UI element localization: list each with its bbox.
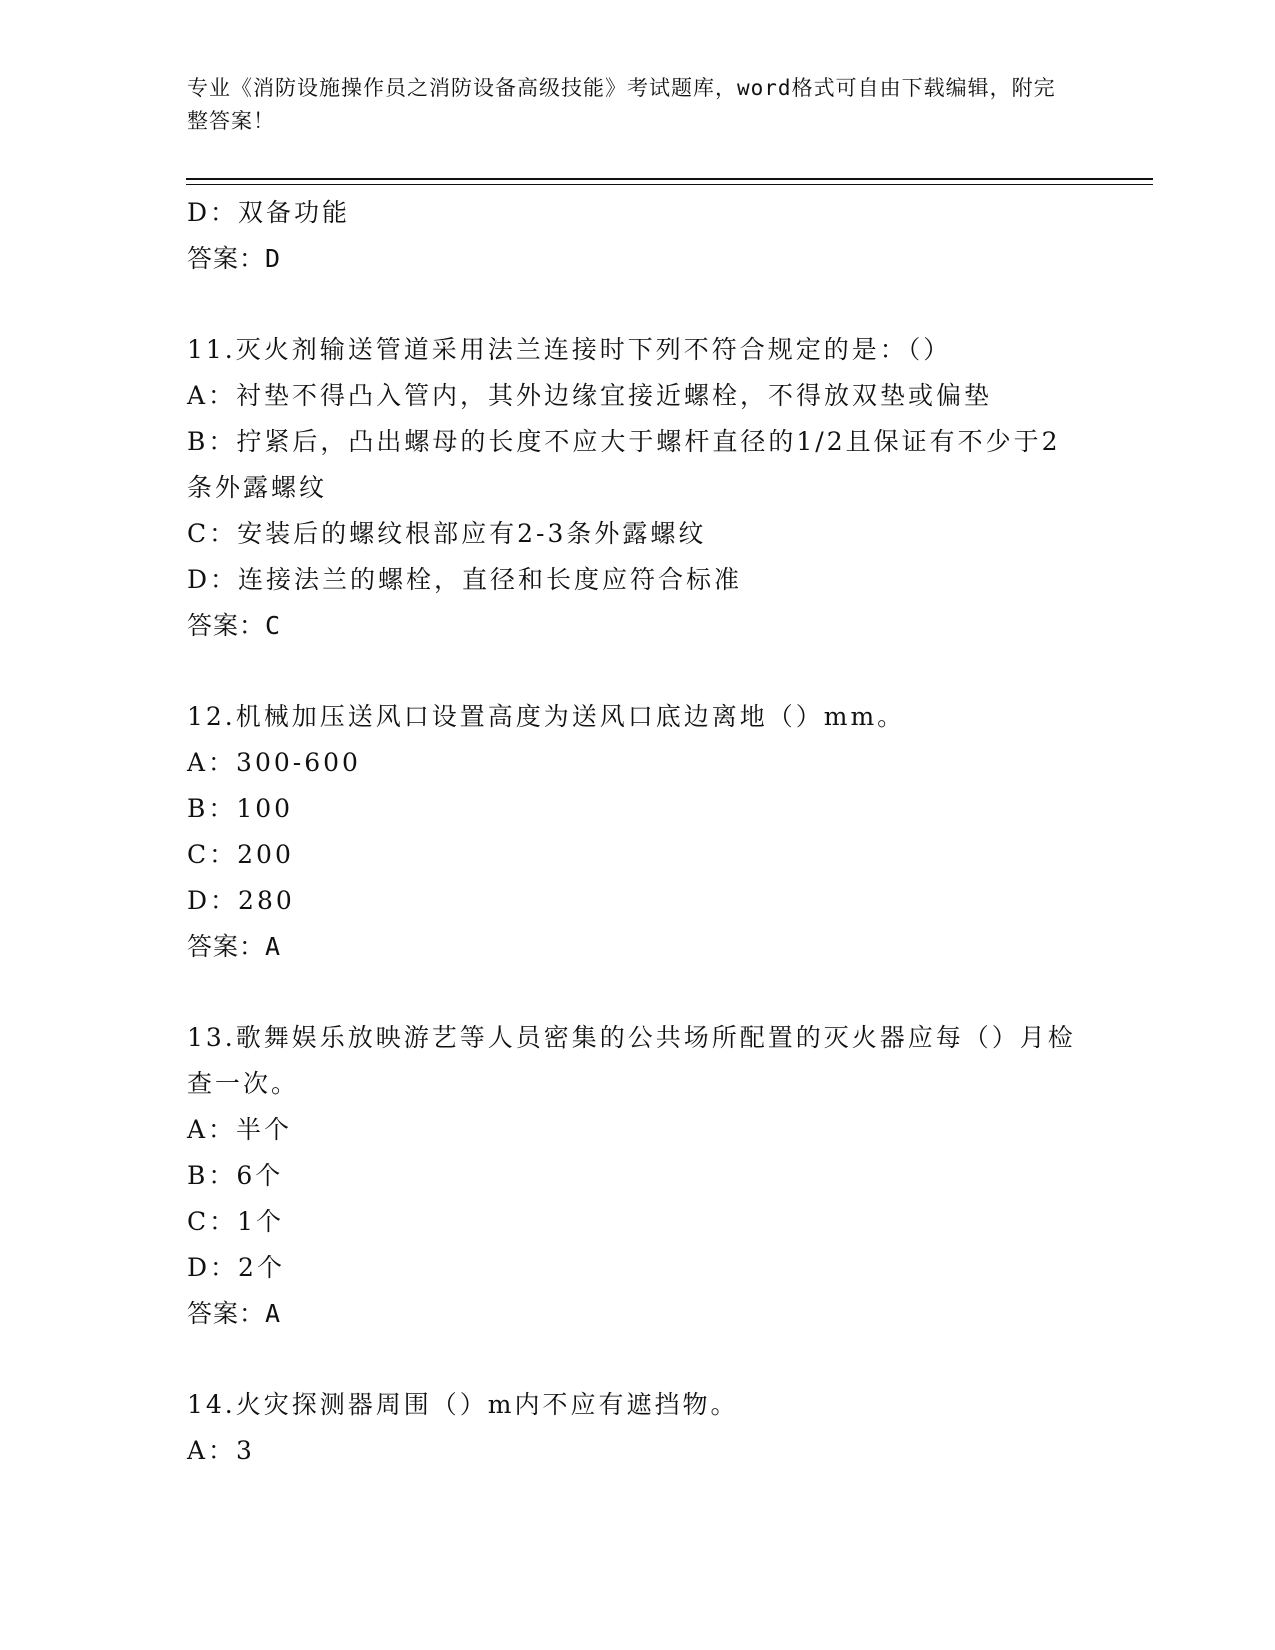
question-11 bbox=[187, 327, 1087, 649]
question-list bbox=[187, 190, 1087, 1474]
option-a: A：半个 bbox=[187, 1115, 293, 1144]
question-text: 12.机械加压送风口设置高度为送风口底边离地（）mm。 bbox=[187, 702, 906, 731]
question-text: 13.歌舞娱乐放映游艺等人员密集的公共场所配置的灭火器应每（）月检查一次。 bbox=[187, 1023, 1076, 1098]
option-c: C：1个 bbox=[187, 1207, 285, 1236]
question-14 bbox=[187, 1382, 1087, 1474]
option-d: D：双备功能 bbox=[187, 198, 351, 227]
answer-label: 答案：A bbox=[187, 932, 282, 961]
option-d: D：280 bbox=[187, 886, 295, 915]
answer-label: 答案：C bbox=[187, 611, 282, 640]
option-d: D：连接法兰的螺栓，直径和长度应符合标准 bbox=[187, 565, 743, 594]
option-a: A：300-600 bbox=[187, 748, 361, 777]
document-header: 专业《消防设施操作员之消防设备高级技能》考试题库，word格式可自由下载编辑，附完整答案！ bbox=[187, 76, 1056, 133]
question-text: 11.灭火剂输送管道采用法兰连接时下列不符合规定的是：（） bbox=[187, 335, 952, 364]
question-13 bbox=[187, 1015, 1087, 1337]
question-12 bbox=[187, 694, 1087, 970]
question-text: 14.火灾探测器周围（）m内不应有遮挡物。 bbox=[187, 1390, 739, 1419]
header-divider-thin bbox=[186, 184, 1153, 185]
option-c: C：200 bbox=[187, 840, 294, 869]
option-d: D：2个 bbox=[187, 1253, 285, 1282]
option-b: B：拧紧后，凸出螺母的长度不应大于螺杆直径的1/2且保证有不少于2条外露螺纹 bbox=[187, 427, 1061, 502]
option-a: A：衬垫不得凸入管内，其外边缘宜接近螺栓，不得放双垫或偏垫 bbox=[187, 381, 993, 410]
option-b: B：100 bbox=[187, 794, 294, 823]
option-c: C：安装后的螺纹根部应有2-3条外露螺纹 bbox=[187, 519, 707, 548]
option-b: B：6个 bbox=[187, 1161, 284, 1190]
header-divider-thick bbox=[186, 178, 1153, 180]
option-a: A：3 bbox=[187, 1436, 255, 1465]
answer-label: 答案：A bbox=[187, 1299, 282, 1328]
answer-label: 答案：D bbox=[187, 244, 282, 273]
previous-question-tail bbox=[187, 190, 1087, 282]
